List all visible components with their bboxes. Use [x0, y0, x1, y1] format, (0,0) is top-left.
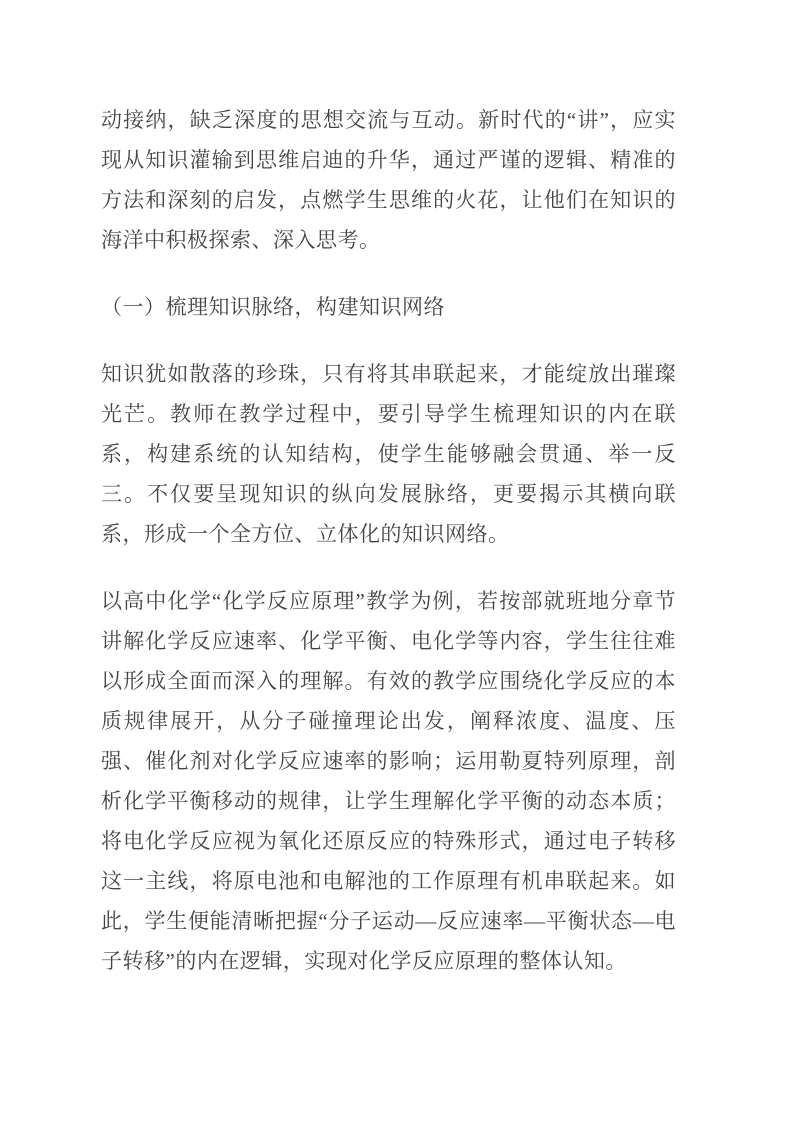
paragraph-knowledge-network: 知识犹如散落的珍珠，只有将其串联起来，才能绽放出璀璨光芒。教师在教学过程中，要引导学生梳理知识的内在联系，构建系统的认知结构，使学生能够融会贯通、举一反三。不仅要呈现知识的纵向发展脉络，更要揭示其横向联系，形成一个全方位、立体化的知识网络。 [101, 362, 676, 546]
section-heading: （一）梳理知识脉络，构建知识网络 [101, 295, 445, 319]
paragraph-continuation: 动接纳，缺乏深度的思想交流与互动。新时代的“讲”，应实现从知识灌输到思维启迪的升华，通过严谨的逻辑、精准的方法和深刻的启发，点燃学生思维的火花，让他们在知识的海洋中积极探索、深入思考。 [101, 108, 676, 252]
paragraph-chemistry-example: 以高中化学“化学反应原理”教学为例，若按部就班地分章节讲解化学反应速率、化学平衡、电化学等内容，学生往往难以形成全面而深入的理解。有效的教学应围绕化学反应的本质规律展开，从分子碰撞理论出发，阐释浓度、温度、压强、催化剂对化学反应速率的影响；运用勒夏特列原理，剖析化学平衡移动的规律，让学生理解化学平衡的动态本质；将电化学反应视为氧化还原反应的特殊形式，通过电子转移这一主线，将原电池和电解池的工作原理有机串联起来。如此，学生便能清晰把握“分子运动—反应速率—平衡状态—电子转移”的内在逻辑，实现对化学反应原理的整体认知。 [101, 589, 676, 973]
